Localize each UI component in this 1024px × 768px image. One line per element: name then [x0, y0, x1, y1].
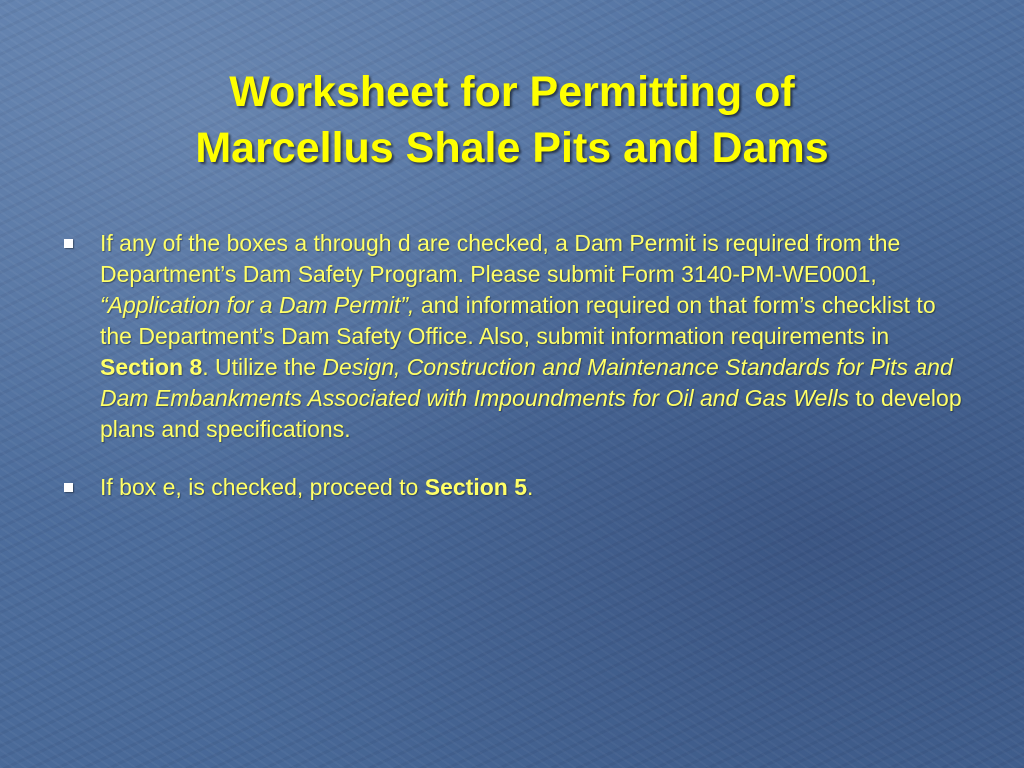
- section-8-reference: Section 8: [100, 354, 203, 380]
- square-bullet-icon: [64, 483, 73, 492]
- slide-title: [0, 64, 1024, 176]
- bullet-text-part: .: [527, 474, 534, 500]
- bullet-text-part: . Utilize the: [202, 354, 323, 380]
- form-title-italic: “Application for a Dam Permit”,: [100, 292, 415, 318]
- bullet-list: [62, 228, 972, 530]
- bullet-item-dam-permit: [62, 228, 972, 445]
- bullet-item-box-e: [62, 472, 972, 503]
- square-bullet-icon: [64, 239, 73, 248]
- bullet-text-part: to develop plans and specifications.: [100, 385, 962, 442]
- title-line-2: Marcellus Shale Pits and Dams: [195, 124, 829, 172]
- bullet-text-part: and information required on that form’s checklist to the Department’s Dam Safety Office. Also, submit information requirements in: [100, 292, 936, 349]
- bullet-text: [100, 474, 533, 500]
- bullet-text: [100, 230, 962, 442]
- title-line-1: Worksheet for Permitting of: [229, 68, 795, 116]
- section-5-reference: Section 5: [424, 474, 528, 500]
- standards-title-italic: Design, Construction and Maintenance Standards for Pits and Dam Embankments Associated with Impoundments for Oil and Gas Wells: [100, 354, 953, 411]
- bullet-text-part: If box e, is checked, proceed to: [100, 474, 425, 500]
- bullet-text-part: If any of the boxes a through d are checked, a Dam Permit is required from the Department’s Dam Safety Program. Please submit Form 3140-PM-WE0001,: [100, 230, 901, 287]
